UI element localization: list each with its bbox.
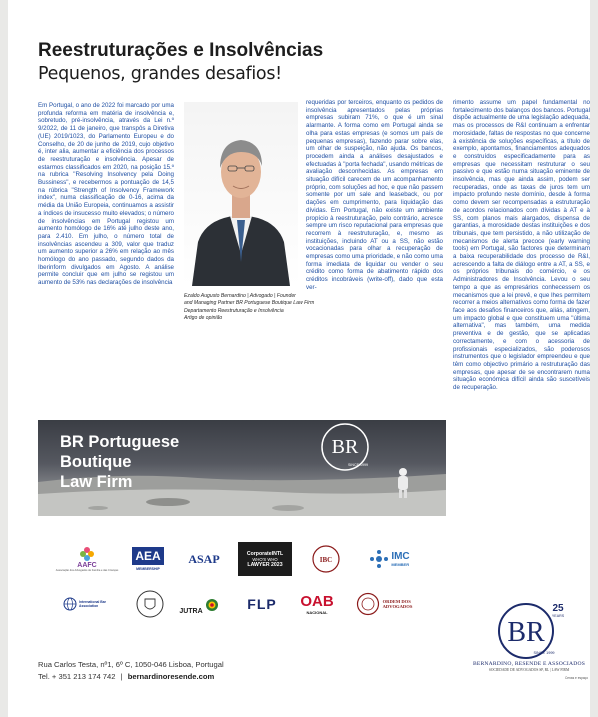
firm-logo-block	[468, 597, 590, 685]
asap-logo-text: ASAP	[188, 551, 220, 566]
banner-title	[60, 432, 179, 492]
imc-logo	[358, 544, 422, 574]
author-caption	[184, 293, 315, 323]
footer-address: Rua Carlos Testa, nº1, 6º C, 1050-046 Lisboa, Portugal	[38, 660, 224, 669]
br-logo-text: BR	[507, 617, 545, 648]
crest-seal-icon	[135, 589, 165, 619]
article-column-3: requeridas por terceiros, enquanto os pedidos de insolvência apresentados pelas próprias empresas subiram 71%, o que é um sinal alarmante. A forma como em Portugal ainda se olha para estas empresas (e somos um país de pequenas empresas), fazendo parar sobre elas, um olhar de suspeição, não ajuda. Os bancos, procedem ainda a análises desajustados e efectuadas à "porta fechada", usando métricas de avaliação desconhecidas. As empresas em situação difícil carecem de um acompanhamento próprio, com soluções ad hoc, e que não passem somente por um sale and leaseback, ou por dações em cumprimento, para liquidação das dívidas. Em Portugal, não existe um ambiente propício à reestruturação, pelo contrário, acresce sempre um risco reputacional para empresas que recorrem à reestruturação, e, mesmo as instituições, incluindo AT ou a SS, não estão vocacionadas para olhar a recuperação de empresas como uma prioridade, e não como uma forma imediata de liquidar ou vender o seu crédito como forma de abatimento rápido dos créditos incobráveis (write-off), dado que esta ver-	[306, 99, 443, 291]
ordem-seal-icon	[356, 592, 380, 616]
caption-line: Artigo de opinião	[184, 315, 223, 322]
oab-logo	[294, 588, 340, 620]
imc-logo-subtext: MEMBER	[391, 562, 410, 567]
membership-logos	[38, 538, 446, 628]
ibc-logo-text: IBC	[319, 556, 333, 564]
asap-logo	[182, 544, 226, 574]
portrait-illustration	[184, 102, 298, 286]
corporate-intl-line: CorporateINTL	[246, 550, 284, 557]
footer-separator: |	[120, 672, 123, 681]
caption-line: Departamento Reestruturação e Insolvência	[184, 307, 284, 314]
firm-name: BERNARDINO, RESENDE E ASSOCIADOS	[472, 661, 586, 667]
ordem-label	[383, 599, 413, 609]
aafc-logo	[55, 542, 119, 576]
iba-logo-text: International Bar Association	[79, 600, 106, 608]
magazine-page	[8, 0, 590, 717]
aafc-logo-subtext: Associação dos Advogados de Família e das Crianças	[55, 569, 119, 572]
br-25-years-logo	[468, 597, 590, 661]
flp-logo-text: FLP	[247, 596, 277, 612]
aafc-logo-text: AAFC	[77, 562, 97, 569]
author-photo	[184, 102, 298, 286]
ibc-seal-icon	[311, 544, 341, 574]
jutra-flag-icon	[205, 598, 219, 612]
br-since-label: SINCE 1999	[533, 651, 555, 655]
firm-banner	[38, 420, 446, 516]
article-subtitle: Pequenos, grandes desafios!	[38, 64, 282, 84]
ordem-line: ADVOGADOS	[382, 604, 413, 609]
caption-line: and Managing Partner BR Portuguese Boutique Law Firm	[184, 300, 315, 307]
article-column-1: Em Portugal, o ano de 2022 foi marcado por uma profunda reforma em matéria de insolvência e, sobretudo, pré-insolvência, através da Lei n.º 9/2022, de 11 de janeiro, que transpôs a Diretiva (UE) 2019/1023, do Parlamento Europeu e do Conselho, de 20 de junho de 2019, cujo objetivo é, inter alia, aumentar a eficiência dos processos de reestruturação e insolvência. Apesar de estarmos classificados em 2020, na posição 15.º na rubrica "Resolving Insolvency pela Doing Bussiness", e recebermos a pontuação de 14,5 na rúbrica "Strength of Insolvency Framework index", numa classificação de 0-16, acima da média da União Europeia, continuamos a assistir a índices de insucesso muito elevados; o número de insolvências em Portugal registou um aumento homólogo de 16% até julho deste ano, para 2.410. Em julho, o número total de insolvências ascendeu a 309, valor que traduz um aumento superior a 26% em relação ao mês homólogo do ano passado, segundo dados da Iberinform divulgados em Agosto. A análise permite concluir que em julho se registou um aumento de 53% nas declarações de insolvência	[38, 102, 174, 287]
jutra-logo	[176, 590, 222, 620]
iba-logo	[60, 590, 118, 618]
footer-website-link[interactable]: bernardinoresende.com	[127, 672, 215, 681]
corporate-intl-line: LAWYER 2023	[247, 561, 283, 568]
corporate-intl-line: WHO'S WHO	[252, 556, 278, 562]
br-years-label: YEARS	[551, 614, 565, 618]
banner-line: Boutique	[60, 453, 132, 471]
imc-logo-text: IMC	[391, 551, 410, 562]
banner-line: BR Portuguese	[60, 433, 180, 451]
banner-line: Law Firm	[60, 473, 133, 491]
firm-subline: SOCIEDADE DE ADVOGADOS SP, RL | LAW FIRM	[488, 668, 570, 672]
flp-logo	[238, 590, 286, 618]
caption-line: Ezaldo Augusto Bernardino | Advogado | Founder	[184, 293, 296, 299]
br-banner-logo	[320, 422, 370, 472]
aea-logo-subtext: MEMBERSHIP	[136, 567, 160, 571]
ordem-line: ORDEM DOS	[382, 599, 411, 604]
article-column-4: rimento assume um papel fundamental no fortalecimento dos balanços dos bancos. Portugal dispõe actualmente de uma legislação adequada, mas os processos de R&I continuam a enfrentar morosidade, faltas de respostas no que concerne à existência de soluções específicas, a título de exemplo, apontamos, financiamentos adequados e construídos especificadamente para as empresas que necessitam restruturar o seu passivo e que estão numa situação eminente de insolvência, mas que ainda assim, podem ser recuperadas, onde as taxas de juros tem um impacto profundo neste domínio, desde à forma como devem ser recompensadas a estruturação de acordos relacionados com dívidas à AT e à SS, com planos mais alargados, dispensa de garantias, a morosidade destas instituições e dos tribunais, que tem persistido, a não utilização de mecanismos de alerta precoce (early warning tools) em Portugal, são factores que determinam a baixa recuperabilidade dos processo de R&I, acrescendo a falta de diálogo entre a AT, a SS, e os próprios tribunais do comércio, e os Administradores de Insolvência. Levou o seu tempo a que as empresários conhecessem os mecanismos que a lei prevê, e que lhes permitem recorrer a meios alternativos como forma de fazer face aos desafios financeiros que, aliás, atingem, um impacto global e que constituem uma "última alternativa", mas também, uma medida preventiva e de gestão, que se aplicadas correctamente, e com o acessoria de profissionais especializados, são poderosos instrumentos que o legislador empreendeu e que têm como objectivo primário a restruturação das empresas, que apesar de se encontrarem numa situação económica difícil ainda são suscetíveis de recuperação.	[453, 99, 590, 392]
jutra-logo-text: JUTRA	[179, 607, 203, 615]
footer-phone: Tel. + 351 213 174 742	[38, 672, 116, 681]
iba-globe-icon	[63, 597, 77, 611]
br-banner-logo-text: BR	[331, 436, 359, 458]
aea-logo-text: AEA	[132, 547, 163, 565]
aafc-flower-icon	[79, 546, 95, 562]
aea-logo	[130, 540, 166, 578]
br-years-number: 25	[552, 603, 564, 614]
br-banner-logo-since: SINCE 1999	[348, 463, 368, 467]
ibc-logo	[310, 544, 342, 574]
imc-logo-label	[391, 551, 409, 567]
oab-logo-text: OAB	[300, 593, 334, 610]
footer-contact	[38, 672, 214, 681]
corporate-intl-badge	[238, 542, 292, 576]
imc-network-icon	[370, 550, 388, 568]
oab-logo-subtext: NACIONAL	[306, 610, 328, 615]
article-title: Reestruturações e Insolvências	[38, 40, 324, 61]
crest-logo	[134, 588, 166, 620]
ordem-advogados-logo	[344, 588, 424, 620]
image-credit: Cenas e espaço	[564, 676, 588, 680]
